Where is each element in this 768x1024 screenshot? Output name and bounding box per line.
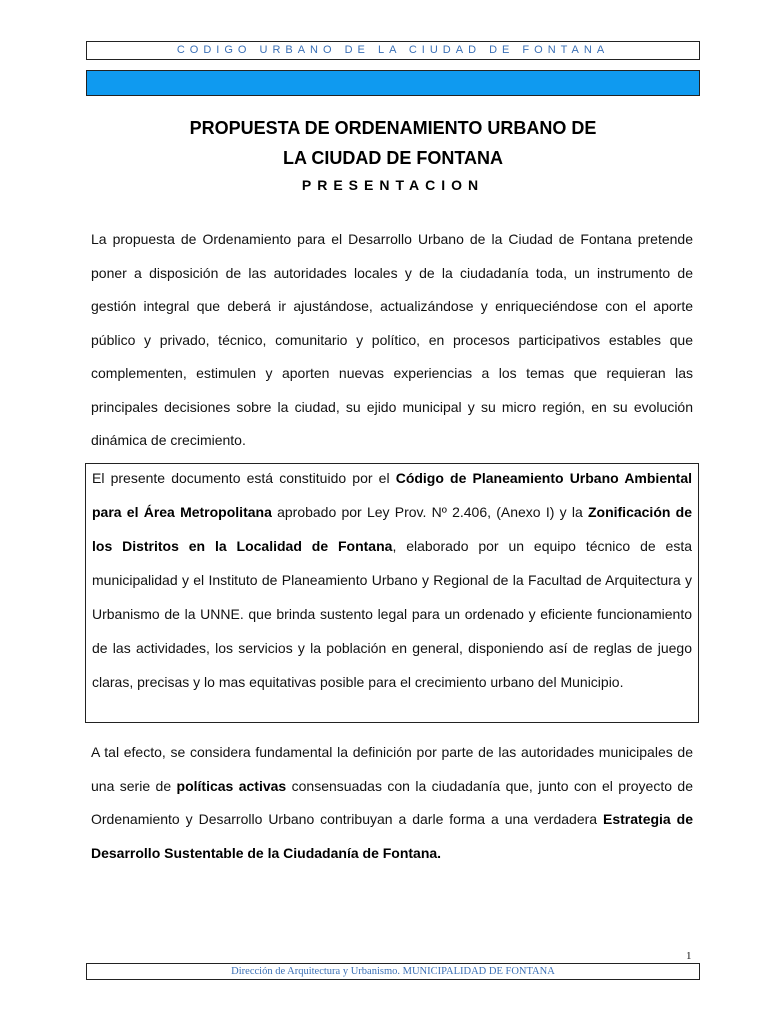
paragraph-text: , elaborado por un equipo técnico de esta municipalidad y el Instituto de Planeamiento Urbano y Regional de la Facultad de Arquitectura y Urbanismo de la UNNE. que brinda sustento legal para un ordenado y eficiente funcionamiento de las actividades, los servicios y la población en general, disponiendo así de reglas de juego claras, precisas y lo mas equitativas posible para el crecimiento urbano del Municipio. [92, 538, 692, 690]
paragraph-text: El presente documento está constituido por el [92, 470, 396, 486]
document-title-line-1: PROPUESTA DE ORDENAMIENTO URBANO DE [189, 118, 597, 138]
running-header-text: CODIGO URBANO DE LA CIUDAD DE FONTANA [176, 44, 610, 56]
paragraph-document-basis [92, 461, 692, 699]
bold-active-policies: políticas activas [176, 777, 287, 794]
running-footer [86, 963, 700, 980]
bold-strategy-name: Estrategia de Desarrollo Sustentable de la Ciudadanía de Fontana. [91, 811, 693, 861]
bold-code-name: Código de Planeamiento Urbano Ambiental para el Área Metropolitana [92, 470, 692, 520]
page-number: 1 [686, 950, 692, 962]
paragraph-text: A tal efecto, se considera fundamental la definición por parte de las autoridades municipales de una serie de [91, 744, 693, 794]
document-title-line-2: LA CIUDAD DE FONTANA [283, 148, 503, 168]
running-footer-text: Dirección de Arquitectura y Urbanismo. MUNICIPALIDAD DE FONTANA [231, 966, 555, 977]
bold-zoning-name: Zonificación de los Distritos en la Localidad de Fontana [92, 504, 692, 554]
paragraph-conclusion [91, 736, 693, 870]
paragraph-text: aprobado por Ley Prov. Nº 2.406, (Anexo I) y la [271, 504, 588, 520]
header-color-bar [86, 70, 700, 96]
paragraph-intro: La propuesta de Ordenamiento para el Desarrollo Urbano de la Ciudad de Fontana pretende poner a disposición de las autoridades locales y de la ciudadanía toda, un instrumento de gestión integral que deberá ir ajustándose, actualizándose y enriqueciéndose con el aporte público y privado, técnico, comunitario y político, en procesos participativos estables que complementen, estimulen y aporten nuevas experiencias a los temas que requieran las principales decisiones sobre la ciudad, su ejido municipal y su micro región, en su evolución dinámica de crecimiento. [91, 231, 693, 448]
paragraph-text: consensuadas con la ciudadanía que, junto con el proyecto de Ordenamiento y Desarrollo Urbano contribuyan a darle forma a una verdadera [91, 777, 693, 827]
running-header [86, 41, 700, 60]
section-heading: PRESENTACION [301, 177, 485, 193]
boxed-paragraph [85, 463, 699, 723]
